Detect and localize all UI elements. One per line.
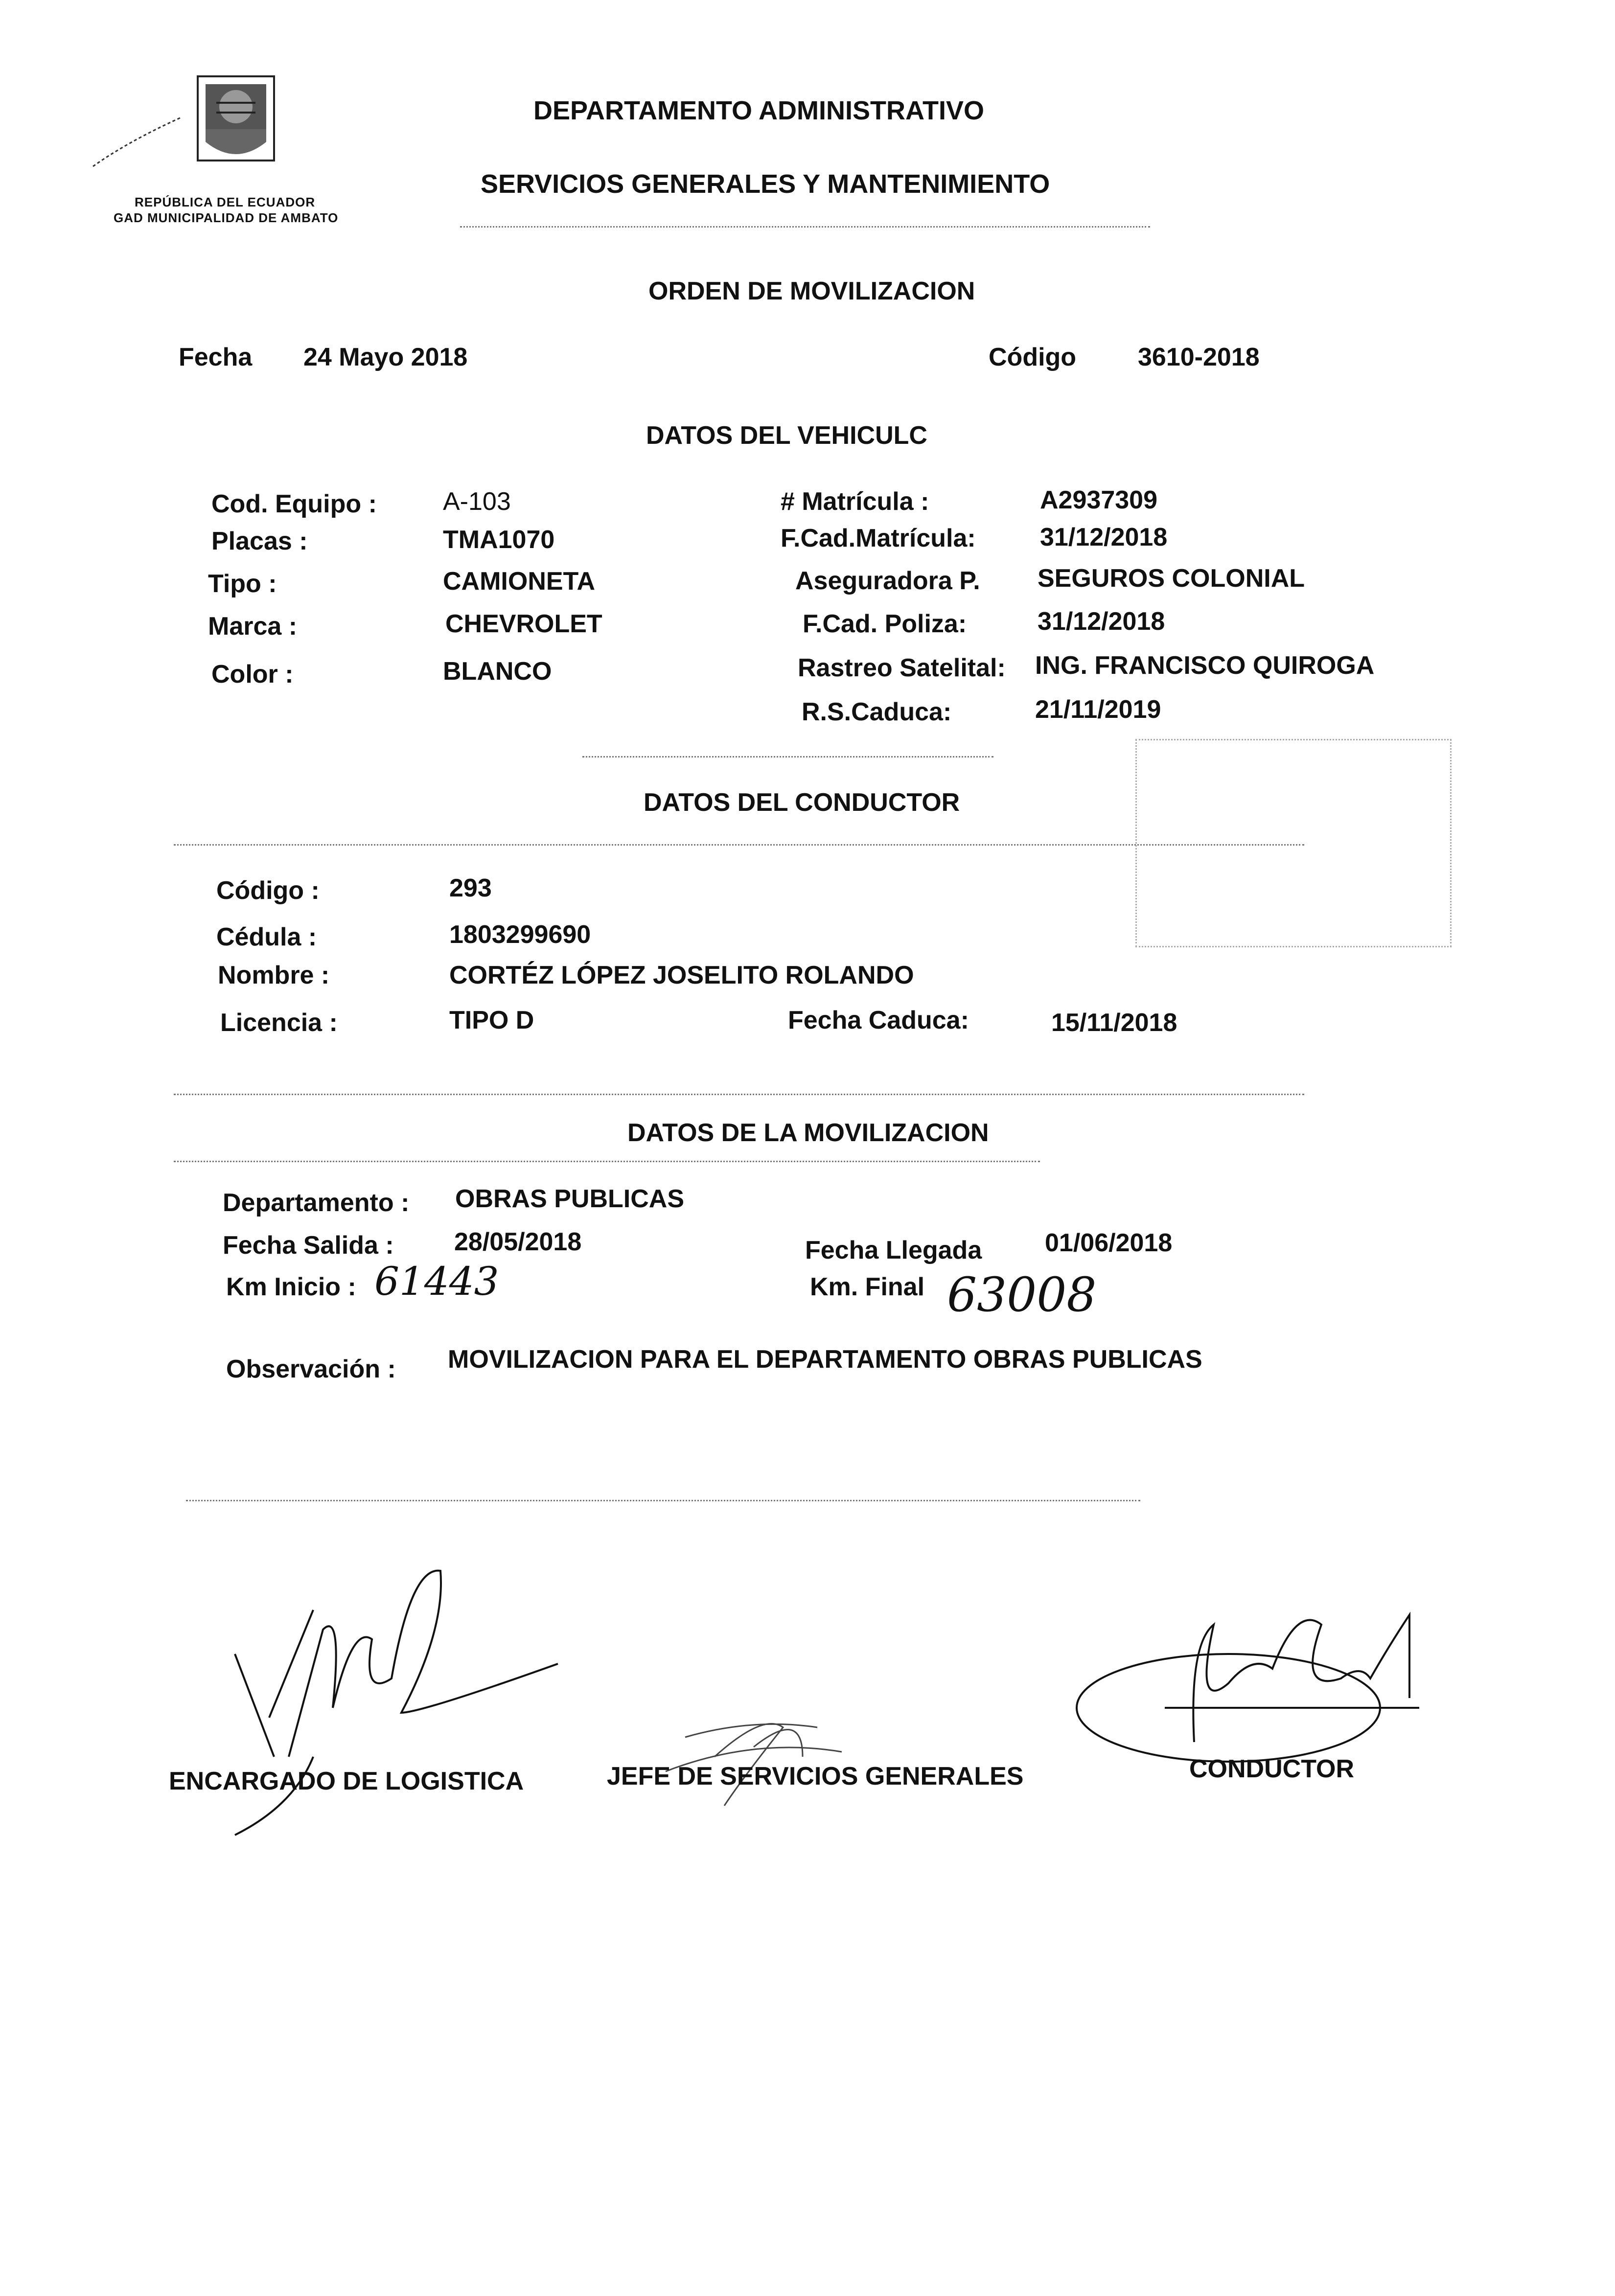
header-divider	[460, 226, 1150, 228]
fecha-llegada-value: 01/06/2018	[1045, 1229, 1173, 1257]
rastreo-label: Rastreo Satelital:	[798, 654, 1006, 682]
departamento-value: OBRAS PUBLICAS	[455, 1185, 685, 1213]
movement-title-divider	[174, 1161, 1040, 1162]
marca-value: CHEVROLET	[445, 610, 602, 638]
pen-stroke-mark	[88, 108, 186, 171]
fecha-caduca-value: 15/11/2018	[1051, 1009, 1177, 1037]
fecha-salida-label: Fecha Salida :	[223, 1231, 394, 1260]
logistica-signature-drawing	[215, 1551, 587, 1845]
licencia-label: Licencia :	[220, 1009, 338, 1037]
cod-equipo-value: A-103	[443, 487, 511, 516]
observacion-label: Observación :	[226, 1355, 396, 1383]
rastreo-value: ING. FRANCISCO QUIROGA	[1035, 651, 1375, 680]
marca-label: Marca :	[208, 612, 298, 641]
nombre-label: Nombre :	[218, 961, 330, 989]
codigo-label: Código	[989, 343, 1077, 371]
color-value: BLANCO	[443, 657, 552, 686]
codigo-value: 3610-2018	[1138, 343, 1260, 371]
aseguradora-label: Aseguradora P.	[795, 567, 980, 595]
movement-divider	[186, 1500, 1140, 1501]
tipo-value: CAMIONETA	[443, 567, 596, 596]
aseguradora-value: SEGUROS COLONIAL	[1038, 564, 1305, 593]
cod-equipo-label: Cod. Equipo :	[211, 490, 377, 518]
fcad-poliza-label: F.Cad. Poliza:	[803, 610, 967, 638]
vehicle-divider	[582, 756, 993, 758]
rs-caduca-value: 21/11/2019	[1035, 695, 1161, 724]
licencia-value: TIPO D	[449, 1006, 534, 1034]
nombre-value: CORTÉZ LÓPEZ JOSELITO ROLANDO	[449, 961, 914, 989]
fecha-value: 24 Mayo 2018	[303, 343, 468, 371]
order-title: ORDEN DE MOVILIZACION	[648, 277, 975, 305]
tipo-label: Tipo :	[208, 570, 277, 598]
fecha-label: Fecha	[179, 343, 253, 371]
logo-caption-country: REPÚBLICA DEL ECUADOR	[135, 195, 316, 209]
vehicle-section-title: DATOS DEL VEHICULC	[646, 421, 927, 450]
matricula-label: # Matrícula :	[781, 487, 929, 516]
km-inicio-handwritten: 61443	[374, 1259, 499, 1304]
rs-caduca-label: R.S.Caduca:	[802, 698, 952, 726]
matricula-value: A2937309	[1040, 486, 1157, 514]
placas-value: TMA1070	[443, 526, 555, 554]
fecha-llegada-label: Fecha Llegada	[805, 1236, 982, 1264]
km-inicio-label: Km Inicio :	[226, 1273, 356, 1301]
department-subtitle: SERVICIOS GENERALES Y MANTENIMIENTO	[481, 169, 1050, 199]
cedula-value: 1803299690	[449, 920, 591, 949]
driver-title-divider	[174, 844, 1304, 846]
departamento-label: Departamento :	[223, 1189, 410, 1217]
department-title: DEPARTAMENTO ADMINISTRATIVO	[533, 96, 984, 125]
driver-codigo-label: Código :	[216, 876, 320, 905]
fcad-matricula-label: F.Cad.Matrícula:	[781, 524, 976, 552]
driver-section-title: DATOS DEL CONDUCTOR	[644, 788, 960, 817]
observacion-value: MOVILIZACION PARA EL DEPARTAMENTO OBRAS PUBLICAS	[448, 1345, 1202, 1374]
km-final-handwritten: 63008	[947, 1267, 1097, 1322]
km-final-label: Km. Final	[810, 1273, 925, 1301]
fcad-matricula-value: 31/12/2018	[1040, 523, 1168, 551]
fecha-caduca-label: Fecha Caduca:	[788, 1006, 969, 1034]
logistica-signature-label: ENCARGADO DE LOGISTICA	[169, 1767, 524, 1795]
servicios-signature-drawing	[656, 1698, 900, 1820]
cedula-label: Cédula :	[216, 923, 317, 951]
servicios-signature-label: JEFE DE SERVICIOS GENERALES	[607, 1762, 1024, 1791]
municipal-seal	[192, 73, 280, 166]
fecha-salida-value: 28/05/2018	[454, 1228, 582, 1256]
color-label: Color :	[211, 660, 294, 689]
movement-section-title: DATOS DE LA MOVILIZACION	[627, 1119, 989, 1147]
fcad-poliza-value: 31/12/2018	[1038, 607, 1165, 636]
faint-stamp	[1135, 739, 1452, 947]
placas-label: Placas :	[211, 527, 308, 555]
driver-divider	[174, 1094, 1304, 1095]
logo-caption-municipality: GAD MUNICIPALIDAD DE AMBATO	[114, 210, 339, 225]
conductor-signature-label: CONDUCTOR	[1189, 1755, 1355, 1783]
driver-codigo-value: 293	[449, 874, 492, 902]
